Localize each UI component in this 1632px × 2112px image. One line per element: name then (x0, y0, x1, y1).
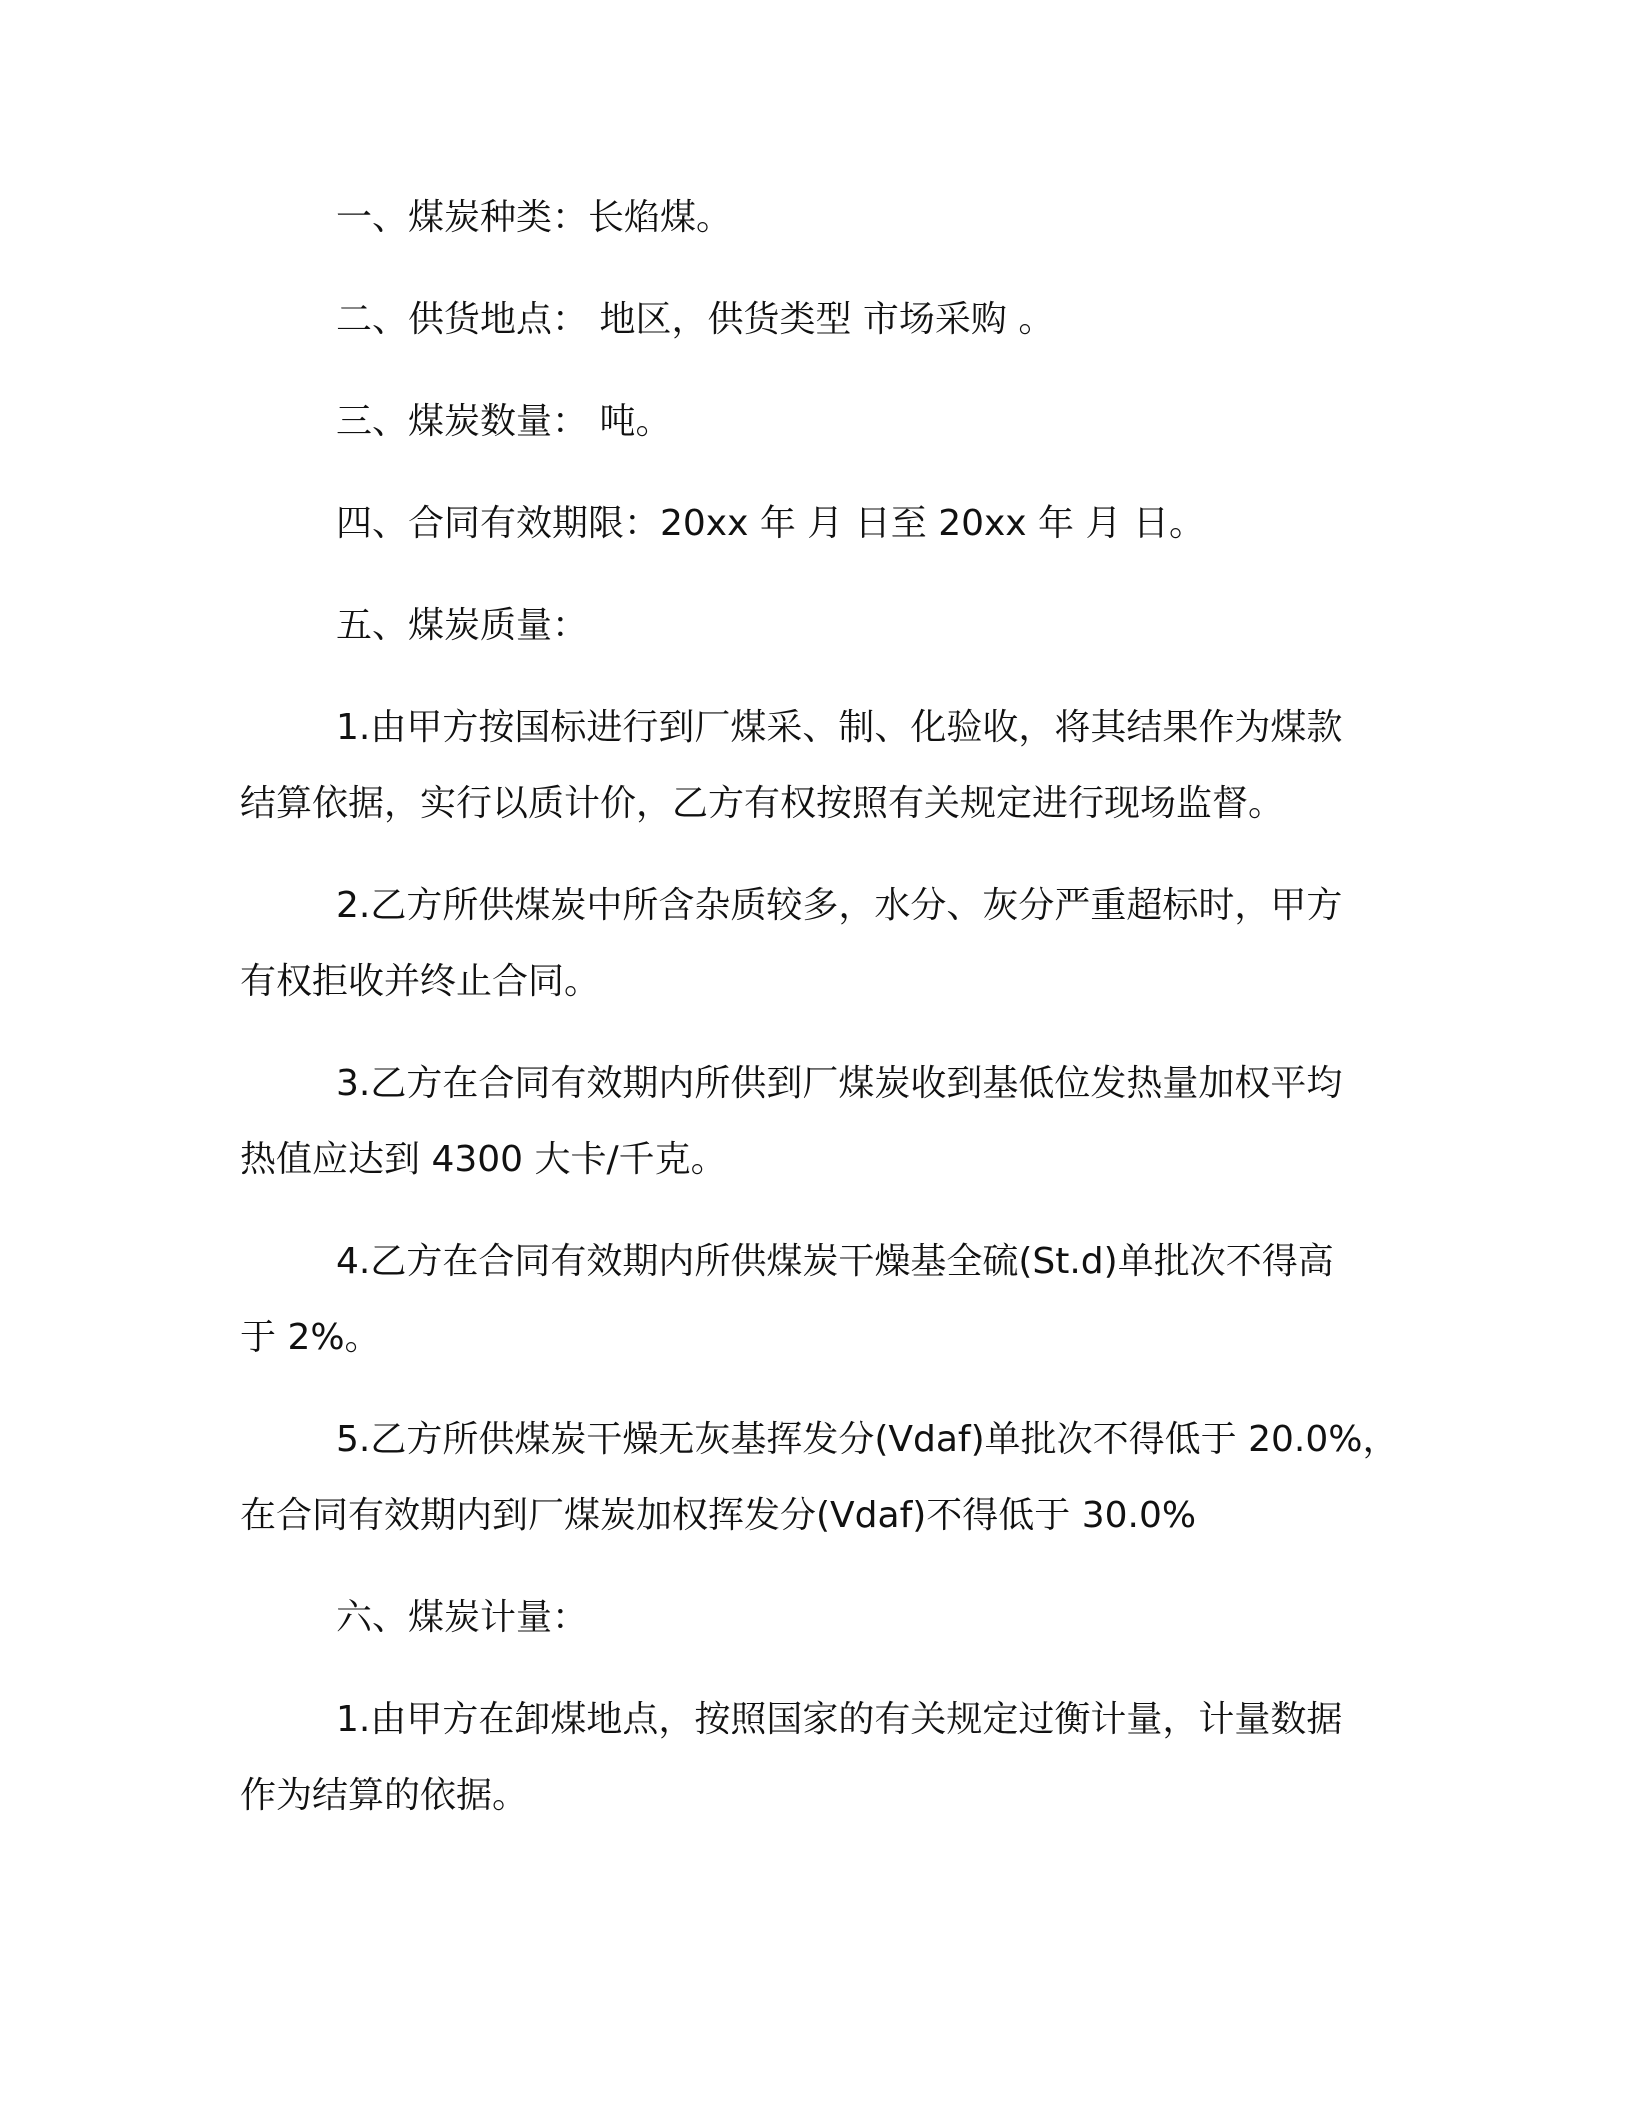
text-line: 1.由甲方按国标进行到厂煤采、制、化验收，将其结果作为煤款 (336, 707, 1343, 748)
section-5-item-2 (240, 868, 1370, 1020)
section-2-supply-location (240, 282, 1370, 358)
text-line: 一、煤炭种类：长焰煤。 (336, 197, 733, 238)
text-line: 作为结算的依据。 (240, 1775, 529, 1816)
text-line: 5.乙方所供煤炭干燥无灰基挥发分(Vdaf)单批次不得低于 20.0%， (336, 1419, 1399, 1460)
text-line: 3.乙方在合同有效期内所供到厂煤炭收到基低位发热量加权平均 (336, 1063, 1343, 1104)
text-line: 结算依据，实行以质计价，乙方有权按照有关规定进行现场监督。 (240, 783, 1285, 824)
text-line: 有权拒收并终止合同。 (240, 961, 601, 1002)
text-line: 五、煤炭质量： (336, 605, 589, 646)
section-6-heading (240, 1580, 1370, 1656)
section-5-heading (240, 588, 1370, 664)
text-line: 4.乙方在合同有效期内所供煤炭干燥基全硫(St.d)单批次不得高 (336, 1241, 1334, 1282)
section-5-item-5 (240, 1402, 1399, 1554)
section-5-item-1 (240, 690, 1370, 842)
section-1-coal-type (240, 180, 1370, 256)
section-4-contract-period (240, 486, 1370, 562)
text-line: 四、合同有效期限：20xx 年 月 日至 20xx 年 月 日。 (336, 503, 1205, 544)
text-line: 六、煤炭计量： (336, 1597, 589, 1638)
section-3-coal-quantity (240, 384, 1370, 460)
section-6-item-1 (240, 1682, 1370, 1834)
text-line: 1.由甲方在卸煤地点，按照国家的有关规定过衡计量，计量数据 (336, 1699, 1343, 1740)
text-line: 2.乙方所供煤炭中所含杂质较多，水分、灰分严重超标时，甲方 (336, 885, 1343, 926)
section-5-item-4 (240, 1224, 1370, 1376)
text-line: 在合同有效期内到厂煤炭加权挥发分(Vdaf)不得低于 30.0% (240, 1495, 1197, 1536)
text-line: 二、供货地点： 地区，供货类型 市场采购 。 (336, 299, 1055, 340)
text-line: 热值应达到 4300 大卡/千克。 (240, 1139, 727, 1180)
text-line: 于 2%。 (240, 1317, 381, 1358)
text-line: 三、煤炭数量： 吨。 (336, 401, 672, 442)
section-5-item-3 (240, 1046, 1370, 1198)
